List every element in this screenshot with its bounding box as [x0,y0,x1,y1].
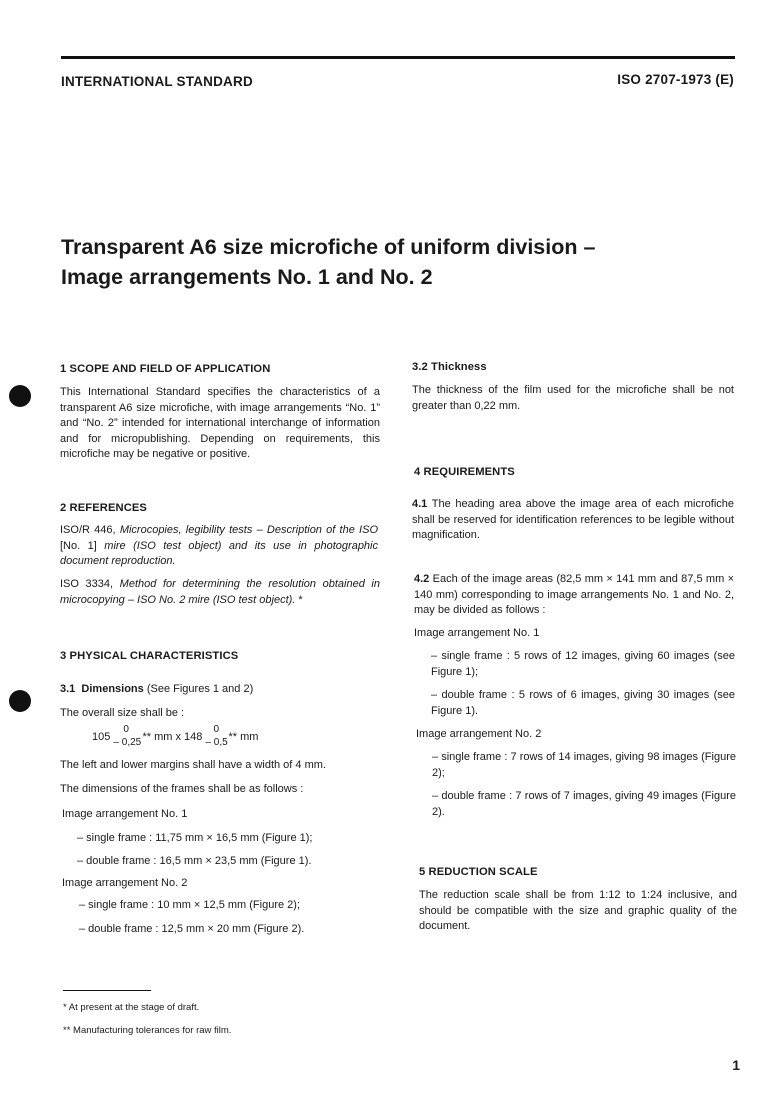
formula-height-tol-lower: – 0,5 [205,737,228,748]
clause-4-2-text: Each of the image areas (82,5 mm × 141 mm and 87,5 mm × 140 mm) corresponding to image arrangements No. 1 and No. 2, may be divided as follows : [414,573,734,616]
overall-size-formula [92,724,259,748]
footnote-1: * At present at the stage of draft. [63,1002,200,1013]
image-arrangement-1-single: – single frame : 5 rows of 12 images, giving 60 images (see Figure 1); [431,650,735,678]
formula-height-base: ** mm x 148 [142,731,203,743]
formula-height-tolerance [205,724,228,748]
formula-width-tol-upper: 0 [123,724,129,735]
header-standard-label: INTERNATIONAL STANDARD [61,74,253,89]
section-5-heading: 5 REDUCTION SCALE [419,866,538,878]
title-line-2: Image arrangements No. 1 and No. 2 [61,265,433,289]
clause-4-1 [412,497,734,544]
section-1-text: This International Standard specifies the characteristics of a transparent A6 size microfiche, with image arrangements “No. 1” and “No. 2” intended for international interchange of information and for micropublishing. Depending on requirements, this microfiche may be negative or positive. [60,386,380,460]
ref1-bracket: [No. 1] [60,539,97,552]
ref1-title-a: Microcopies, legibility tests – Description of the ISO [119,524,379,536]
frame-arrangement-1-label: Image arrangement No. 1 [62,808,188,820]
ref2-footnote-mark: * [298,593,303,606]
clause-4-1-text: The heading area above the image area of each microfiche shall be reserved for identification references to be legible without magnification. [412,498,735,541]
clause-4-1-number: 4.1 [412,498,428,510]
reference-iso-r446 [60,523,378,570]
reference-iso-3334 [60,577,380,608]
footnote-rule [63,990,151,991]
formula-width-base: 105 [92,731,111,743]
ref2-title: Method for determining the resolution obtained in microcopying – ISO No. 2 mire (ISO test object). [60,578,380,606]
ref1-title-b: mire (ISO test object) and its use in photographic document reproduction. [60,539,378,567]
footnote-2: ** Manufacturing tolerances for raw film. [63,1025,232,1036]
formula-height-tol-upper: 0 [213,724,220,735]
frames-intro: The dimensions of the frames shall be as follows : [60,783,304,795]
header-rule [61,56,735,59]
document-title [61,232,721,292]
section-5-text: The reduction scale shall be from 1:12 to 1:24 inclusive, and should be compatible with the size and graphic quality of the document. [419,889,737,932]
image-arrangement-2-single: – single frame : 7 rows of 14 images, giving 98 images (Figure 2); [432,751,736,779]
frame-arrangement-2-double: – double frame : 12,5 mm × 20 mm (Figure 2). [79,923,305,935]
formula-width-tol-lower: – 0,25 [113,737,142,748]
clause-4-2 [414,572,734,619]
frame-arrangement-2-label: Image arrangement No. 2 [62,877,188,889]
page-number: 1 [732,1057,740,1073]
frame-arrangement-2-single: – single frame : 10 mm × 12,5 mm (Figure 2); [79,899,300,911]
frame-arrangement-1-single: – single frame : 11,75 mm × 16,5 mm (Figure 1); [77,832,313,844]
section-4-heading: 4 REQUIREMENTS [414,466,515,478]
image-arrangement-2-double: – double frame : 7 rows of 7 images, giving 49 images (Figure 2). [432,790,736,818]
ref2-number: ISO 3334, [60,578,114,590]
formula-tail: ** mm [228,731,259,743]
image-arrangement-2-label: Image arrangement No. 2 [416,728,542,740]
ref1-number: ISO/R 446, [60,524,116,536]
margins-text: The left and lower margins shall have a width of 4 mm. [60,759,326,771]
image-arrangement-1-double: – double frame : 5 rows of 6 images, giving 30 images (see Figure 1). [431,689,735,717]
section-3-2-text: The thickness of the film used for the microfiche shall be not greater than 0,22 mm. [412,384,734,412]
title-line-1: Transparent A6 size microfiche of uniform division – [61,235,596,259]
overall-size-intro: The overall size shall be : [60,707,185,719]
subsection-3-1-heading [60,682,253,697]
section-3-2-heading: 3.2 Thickness [412,361,487,373]
punch-hole-lower [9,690,31,712]
subsection-3-1-number: 3.1 [60,683,76,695]
subsection-3-1-note: (See Figures 1 and 2) [146,683,254,695]
section-2-heading: 2 REFERENCES [60,502,147,514]
clause-4-2-number: 4.2 [414,573,430,585]
section-1-heading: 1 SCOPE AND FIELD OF APPLICATION [60,363,271,375]
subsection-3-1-title: Dimensions [81,683,144,695]
section-3-heading: 3 PHYSICAL CHARACTERISTICS [60,650,239,662]
header-document-number: ISO 2707-1973 (E) [617,72,734,87]
frame-arrangement-1-double: – double frame : 16,5 mm × 23,5 mm (Figure 1). [77,855,312,867]
image-arrangement-1-label: Image arrangement No. 1 [414,627,540,639]
formula-width-tolerance [113,724,142,748]
punch-hole-upper [9,385,31,407]
